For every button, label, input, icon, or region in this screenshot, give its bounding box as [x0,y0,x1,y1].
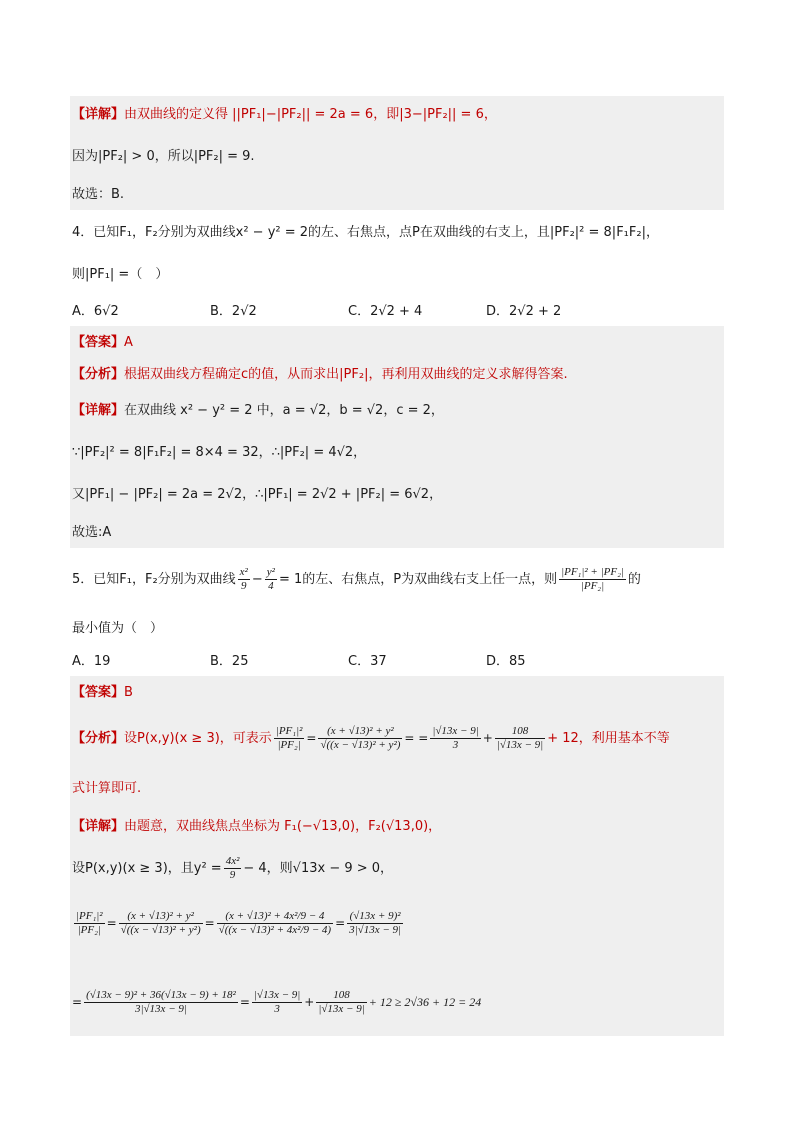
q5-answer [72,684,133,702]
q5-d4-frac-1 [84,989,238,1016]
q5-detail-text-2b: − 4，则√13x − 9 > 0， [243,861,394,876]
frac-den: √((x − √13)² + 4x²/9 − 4) [218,924,332,936]
frac-den: 4 [268,580,274,592]
q5-analysis-frac-2 [318,725,402,752]
frac-num: 108 [495,725,545,739]
detail-tag: 【详解】 [72,819,125,834]
q4-solution-block [70,326,724,548]
q5-detail-frac-1 [224,855,242,882]
q5-analysis-text-a: 设P(x,y)(x ≥ 3)，可表示 [124,731,272,746]
q5-detail-line-1 [72,818,441,836]
frac-num: (x + √13)² + y² [318,725,402,739]
q5-d3-frac-3 [217,910,333,937]
frac-num: (x + √13)² + y² [119,910,203,924]
frac-num: x² [239,566,248,578]
q4-detail-line-3: 又|PF₁| − |PF₂| = 2a = 2√2，∴|PF₁| = 2√2 + |PF₂| = 6√2， [72,487,443,502]
q4-answer-value: A [124,335,133,350]
q4-option-c: C．2√2 + 4 [348,304,423,319]
minus-sign: − [251,572,263,587]
answer-tag: 【答案】 [72,335,125,350]
frac-num: |√13x − 9| [432,725,479,737]
frac-num: |PF₁|² [76,910,103,922]
frac-den: 3 [452,739,459,751]
q5-detail-text-2a: 设P(x,y)(x ≥ 3)，且y² = [72,861,222,876]
q4-choice: 故选:A [72,525,112,540]
q5-analysis-line-2: 式计算即可. [72,781,142,796]
frac-den: 9 [241,580,247,592]
q5-detail-line-3 [72,898,405,949]
q5-detail-tail: + 12 ≥ 2√36 + 12 = 24 [368,995,482,1009]
frac-num: |PF₁|² [275,725,303,737]
q5-stem-text-a: 5．已知F₁，F₂分别为双曲线 [72,572,236,587]
analysis-tag: 【分析】 [72,731,125,746]
q4-detail-line-2: ∵|PF₂|² = 8|F₁F₂| = 8×4 = 32，∴|PF₂| = 4√2， [72,445,367,460]
q3-choice: 故选：B. [72,187,125,202]
q5-analysis-line-1 [72,718,670,759]
frac-num: (√13x − 9)² + 36(√13x − 9) + 18² [86,989,236,1001]
q4-option-a: A．6√2 [72,304,119,319]
frac-den: √((x − √13)² + y²) [120,924,201,936]
frac-den: 9 [229,869,236,881]
equals-sign: = [306,731,317,745]
q4-detail-line-1 [72,402,444,420]
frac-den: |√13x − 9| [496,739,544,751]
frac-den: |PF₂| [277,739,301,751]
q5-stem-text-b: = 1的左、右焦点，P为双曲线右支上任一点，则 [278,572,558,587]
detail-tag: 【详解】 [72,403,125,418]
q3-detail-line-1 [72,106,497,124]
q4-analysis-text: 根据双曲线方程确定c的值，从而求出|PF₂|，再利用双曲线的定义求解得答案. [124,367,568,382]
q5-analysis-frac-4 [495,725,545,752]
q5-d3-frac-2 [119,910,203,937]
equals-sign: = [239,995,250,1009]
q5-option-c: C．37 [348,654,387,669]
q5-analysis-frac-3 [430,725,480,752]
q3-detail-text: 由双曲线的定义得 ||PF₁|−|PF₂|| = 2a = 6，即|3−|PF₂|| = 6， [124,107,497,122]
frac-num: |√13x − 9| [253,989,301,1001]
answer-tag: 【答案】 [72,685,125,700]
frac-num: |PF₁|² + |PF₂| [561,566,624,578]
frac-den: |√13x − 9| [318,1003,365,1015]
q5-analysis-frac-1 [274,725,305,752]
q5-stem-frac-1 [238,566,250,593]
q4-answer [72,334,133,352]
frac-num: 4x² [225,855,240,867]
q5-d3-frac-4 [347,910,403,937]
q4-stem-line-2: 则|PF₁| =（ ） [72,267,169,282]
q3-detail-block [70,96,724,210]
q4-detail-text-1: 在双曲线 x² − y² = 2 中，a = √2，b = √2，c = 2， [124,403,444,418]
q5-stem-line-2: 最小值为（ ） [72,621,164,636]
frac-den: |PF₂| [580,580,605,592]
q5-detail-line-4 [72,982,481,1023]
q5-d3-frac-1 [74,910,105,937]
q5-analysis-text-b: + 12，利用基本不等 [547,731,670,746]
frac-den: 3 [274,1003,280,1015]
frac-num: (√13x + 9)² [347,910,403,924]
q5-stem-frac-2 [265,566,277,593]
q5-stem-frac-3 [559,566,626,593]
plus-sign: + [482,731,493,745]
q4-stem-line-1: 4．已知F₁，F₂分别为双曲线x² − y² = 2的左、右焦点，点P在双曲线的右支上，且|PF₂|² = 8|F₁F₂|， [72,225,659,240]
equals-sign: = = [404,731,429,745]
detail-tag: 【详解】 [72,107,125,122]
plus-sign: + [304,995,315,1009]
frac-num: 108 [316,989,366,1003]
equals-sign: = [72,995,83,1009]
q4-option-b: B．2√2 [210,304,257,319]
q5-solution-block [70,676,724,1036]
q5-detail-text-1: 由题意，双曲线焦点坐标为 F₁(−√13,0)，F₂(√13,0)， [124,819,442,834]
analysis-tag: 【分析】 [72,367,125,382]
q4-analysis [72,366,568,384]
q3-detail-line-2: 因为|PF₂| > 0，所以|PF₂| = 9. [72,149,255,164]
q5-detail-line-2 [72,852,393,886]
frac-den: 3|√13x − 9| [349,924,402,936]
equals-sign: = [106,916,117,930]
q5-option-b: B．25 [210,654,249,669]
q4-option-d: D．2√2 + 2 [486,304,562,319]
frac-den: |PF₂| [77,924,101,936]
q5-option-d: D．85 [486,654,526,669]
q5-d4-frac-2 [252,989,302,1016]
q5-stem-line-1 [72,566,641,593]
equals-sign: = [335,916,346,930]
equals-sign: = [204,916,215,930]
q5-answer-value: B [124,685,133,700]
frac-num: y² [266,566,275,578]
q5-stem-text-c: 的 [627,572,641,587]
frac-den: 3|√13x − 9| [135,1003,187,1015]
frac-num: (x + √13)² + 4x²/9 − 4 [217,910,333,924]
frac-den: √((x − √13)² + y²) [320,739,401,751]
q5-option-a: A．19 [72,654,111,669]
q5-d4-frac-3 [316,989,366,1016]
